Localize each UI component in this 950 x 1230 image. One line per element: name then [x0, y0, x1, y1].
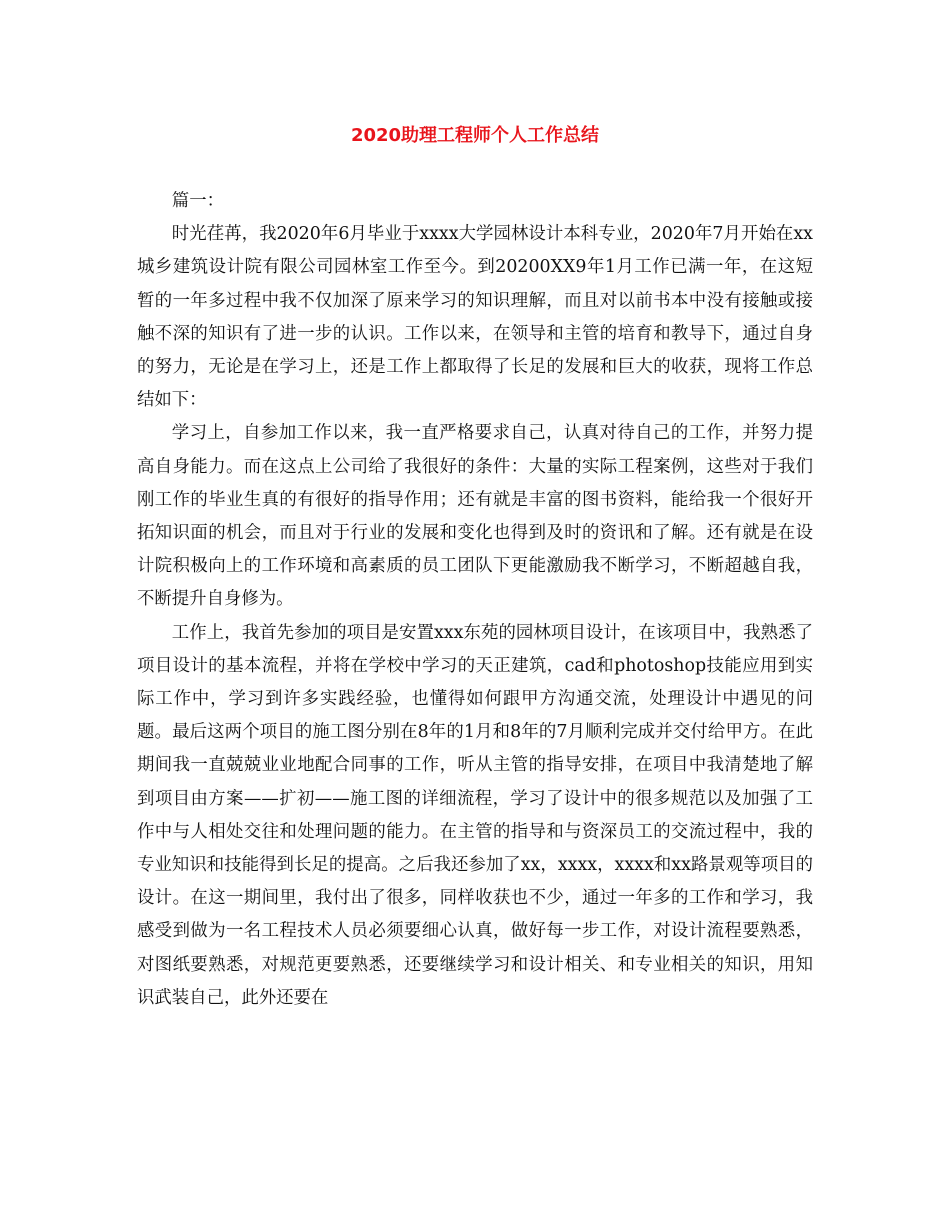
paragraph-work: 工作上，我首先参加的项目是安置xxx东苑的园林项目设计，在该项目中，我熟悉了项目设计的基本流程，并将在学校中学习的天正建筑，cad和photoshop技能应用到实际工作中，学习到许多实践经验，也懂得如何跟甲方沟通交流，处理设计中遇见的问题。最后这两个项目的施工图分别在8年的1月和8年的7月顺利完成并交付给甲方。在此期间我一直兢兢业业地配合同事的工作，听从主管的指导安排，在项目中我清楚地了解到项目由方案——扩初——施工图的详细流程，学习了设计中的很多规范以及加强了工作中与人相处交往和处理问题的能力。在主管的指导和与资深员工的交流过程中，我的专业知识和技能得到长足的提高。之后我还参加了xx，xxxx，xxxx和xx路景观等项目的设计。在这一期间里，我付出了很多，同样收获也不少，通过一年多的工作和学习，我感受到做为一名工程技术人员必须要细心认真，做好每一步工作，对设计流程要熟悉，对图纸要熟悉，对规范更要熟悉，还要继续学习和设计相关、和专业相关的知识，用知识武装自己，此外还要在: [137, 622, 813, 1008]
document-body: [137, 185, 813, 1015]
section-label: 篇一：: [171, 191, 224, 211]
document-title: 2020助理工程师个人工作总结: [350, 125, 600, 146]
paragraph-intro: 时光荏苒，我2020年6月毕业于xxxx大学园林设计本科专业，2020年7月开始在xx城乡建筑设计院有限公司园林室工作至今。到20200XX9年1月工作已满一年，在这短暂的一年多过程中我不仅加深了原来学习的知识理解，而且对以前书本中没有接触或接触不深的知识有了进一步的认识。工作以来，在领导和主管的培育和教导下，通过自身的努力，无论是在学习上，还是工作上都取得了长足的发展和巨大的收获，现将工作总结如下：: [137, 224, 813, 411]
paragraph-study: 学习上，自参加工作以来，我一直严格要求自己，认真对待自己的工作，并努力提高自身能力。而在这点上公司给了我很好的条件：大量的实际工程案例，这些对于我们刚工作的毕业生真的有很好的指导作用；还有就是丰富的图书资料，能给我一个很好开拓知识面的机会，而且对于行业的发展和变化也得到及时的资讯和了解。还有就是在设计院积极向上的工作环境和高素质的员工团队下更能激励我不断学习，不断超越自我，不断提升自身修为。: [137, 423, 813, 610]
